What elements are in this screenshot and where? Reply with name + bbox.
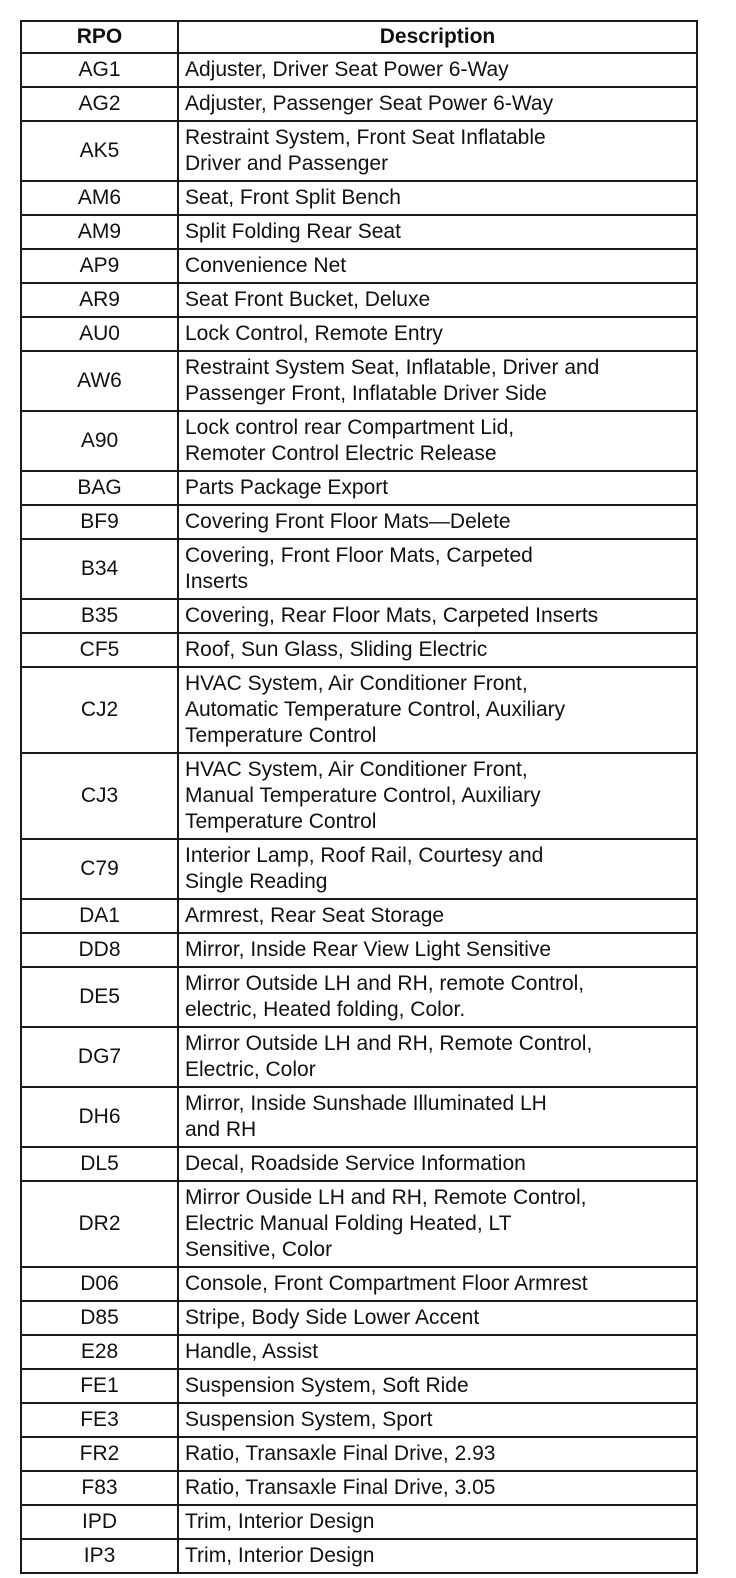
table-row: [21, 317, 697, 351]
rpo-code: F83: [21, 1471, 178, 1505]
rpo-code: AM9: [21, 215, 178, 249]
rpo-table: [20, 20, 698, 1574]
table-row: [21, 1181, 697, 1267]
rpo-code: AM6: [21, 181, 178, 215]
rpo-code: AR9: [21, 283, 178, 317]
rpo-code: BAG: [21, 471, 178, 505]
rpo-description: Console, Front Compartment Floor Armrest: [178, 1267, 697, 1301]
table-row: [21, 933, 697, 967]
rpo-description: Mirror Ouside LH and RH, Remote Control, Electric Manual Folding Heated, LT Sensitive, Color: [178, 1181, 697, 1267]
table-row: [21, 1301, 697, 1335]
rpo-description: HVAC System, Air Conditioner Front, Manual Temperature Control, Auxiliary Temperature Control: [178, 753, 697, 839]
rpo-description: Ratio, Transaxle Final Drive, 3.05: [178, 1471, 697, 1505]
rpo-description: Covering, Front Floor Mats, Carpeted Inserts: [178, 539, 697, 599]
rpo-description: Seat, Front Split Bench: [178, 181, 697, 215]
rpo-code: CJ2: [21, 667, 178, 753]
header-description: Description: [178, 21, 697, 53]
rpo-description: Adjuster, Passenger Seat Power 6-Way: [178, 87, 697, 121]
table-row: [21, 181, 697, 215]
rpo-description: Suspension System, Soft Ride: [178, 1369, 697, 1403]
rpo-description: Mirror Outside LH and RH, remote Control, electric, Heated folding, Color.: [178, 967, 697, 1027]
rpo-description: Handle, Assist: [178, 1335, 697, 1369]
rpo-code: CJ3: [21, 753, 178, 839]
table-row: [21, 1505, 697, 1539]
rpo-description: Stripe, Body Side Lower Accent: [178, 1301, 697, 1335]
table-row: [21, 411, 697, 471]
table-row: [21, 1027, 697, 1087]
table-row: [21, 471, 697, 505]
rpo-code: DA1: [21, 899, 178, 933]
table-row: [21, 1335, 697, 1369]
rpo-table-container: [20, 20, 696, 1574]
table-row: [21, 667, 697, 753]
rpo-description: Covering Front Floor Mats—Delete: [178, 505, 697, 539]
rpo-description: Parts Package Export: [178, 471, 697, 505]
rpo-code: CF5: [21, 633, 178, 667]
table-row: [21, 899, 697, 933]
table-row: [21, 1437, 697, 1471]
rpo-description: Armrest, Rear Seat Storage: [178, 899, 697, 933]
rpo-description: Mirror Outside LH and RH, Remote Control, Electric, Color: [178, 1027, 697, 1087]
table-row: [21, 967, 697, 1027]
rpo-description: Covering, Rear Floor Mats, Carpeted Inserts: [178, 599, 697, 633]
rpo-code: D06: [21, 1267, 178, 1301]
rpo-description: Lock control rear Compartment Lid, Remoter Control Electric Release: [178, 411, 697, 471]
rpo-code: B34: [21, 539, 178, 599]
rpo-code: AW6: [21, 351, 178, 411]
rpo-description: Restraint System, Front Seat Inflatable Driver and Passenger: [178, 121, 697, 181]
rpo-code: DH6: [21, 1087, 178, 1147]
rpo-code: DL5: [21, 1147, 178, 1181]
rpo-code: C79: [21, 839, 178, 899]
table-row: [21, 1539, 697, 1573]
rpo-code: D85: [21, 1301, 178, 1335]
rpo-description: HVAC System, Air Conditioner Front, Automatic Temperature Control, Auxiliary Temperature Control: [178, 667, 697, 753]
rpo-code: DD8: [21, 933, 178, 967]
table-row: [21, 351, 697, 411]
table-row: [21, 87, 697, 121]
table-row: [21, 121, 697, 181]
rpo-description: Split Folding Rear Seat: [178, 215, 697, 249]
rpo-code: AG1: [21, 53, 178, 87]
rpo-description: Lock Control, Remote Entry: [178, 317, 697, 351]
rpo-description: Convenience Net: [178, 249, 697, 283]
rpo-code: AK5: [21, 121, 178, 181]
rpo-description: Roof, Sun Glass, Sliding Electric: [178, 633, 697, 667]
header-rpo: RPO: [21, 21, 178, 53]
rpo-description: Suspension System, Sport: [178, 1403, 697, 1437]
table-row: [21, 215, 697, 249]
rpo-code: AP9: [21, 249, 178, 283]
rpo-description: Restraint System Seat, Inflatable, Driver and Passenger Front, Inflatable Driver Side: [178, 351, 697, 411]
table-row: [21, 53, 697, 87]
table-row: [21, 753, 697, 839]
rpo-code: DG7: [21, 1027, 178, 1087]
rpo-description: Trim, Interior Design: [178, 1539, 697, 1573]
table-row: [21, 1147, 697, 1181]
table-row: [21, 1267, 697, 1301]
rpo-code: IP3: [21, 1539, 178, 1573]
table-row: [21, 539, 697, 599]
rpo-description: Adjuster, Driver Seat Power 6-Way: [178, 53, 697, 87]
table-row: [21, 1471, 697, 1505]
rpo-code: AU0: [21, 317, 178, 351]
table-row: [21, 839, 697, 899]
table-row: [21, 1369, 697, 1403]
table-row: [21, 599, 697, 633]
rpo-description: Interior Lamp, Roof Rail, Courtesy and Single Reading: [178, 839, 697, 899]
rpo-description: Decal, Roadside Service Information: [178, 1147, 697, 1181]
rpo-code: DR2: [21, 1181, 178, 1267]
table-row: [21, 283, 697, 317]
table-row: [21, 633, 697, 667]
table-row: [21, 249, 697, 283]
rpo-code: FR2: [21, 1437, 178, 1471]
rpo-code: AG2: [21, 87, 178, 121]
rpo-code: B35: [21, 599, 178, 633]
table-row: [21, 505, 697, 539]
rpo-description: Ratio, Transaxle Final Drive, 2.93: [178, 1437, 697, 1471]
rpo-code: BF9: [21, 505, 178, 539]
rpo-description: Mirror, Inside Rear View Light Sensitive: [178, 933, 697, 967]
rpo-code: A90: [21, 411, 178, 471]
rpo-description: Mirror, Inside Sunshade Illuminated LH and RH: [178, 1087, 697, 1147]
rpo-code: E28: [21, 1335, 178, 1369]
table-row: [21, 1403, 697, 1437]
rpo-code: FE3: [21, 1403, 178, 1437]
rpo-description: Trim, Interior Design: [178, 1505, 697, 1539]
rpo-code: DE5: [21, 967, 178, 1027]
table-row: [21, 1087, 697, 1147]
rpo-code: IPD: [21, 1505, 178, 1539]
rpo-code: FE1: [21, 1369, 178, 1403]
rpo-description: Seat Front Bucket, Deluxe: [178, 283, 697, 317]
table-header-row: [21, 21, 697, 53]
